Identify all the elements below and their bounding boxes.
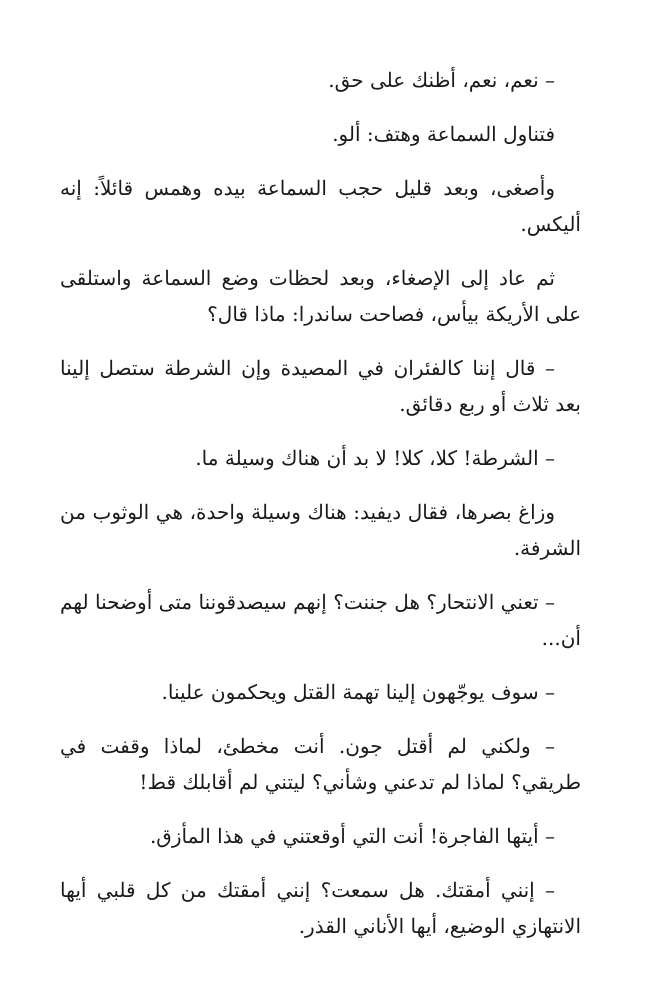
paragraph-11: – أيتها الفاجرة! أنت التي أوقعتني في هذا المأزق. xyxy=(149,824,555,848)
paragraph-2: فتناول السماعة وهتف: ألو. xyxy=(332,122,555,146)
paragraph-6: – الشرطة! كلا، كلا! لا بد أن هناك وسيلة ما. xyxy=(195,446,555,470)
paragraph-5: – قال إننا كالفئران في المصيدة وإن الشرطة ستصل إلينا بعد ثلاث أو ربع دقائق. xyxy=(60,356,581,416)
paragraph-10: – ولكني لم أقتل جون. أنت مخطئ، لماذا وقفت في طريقي؟ لماذا لم تدعني وشأني؟ ليتني لم أقابلك قط! xyxy=(60,734,581,794)
paragraph-3: وأصغى، وبعد قليل حجب السماعة بيده وهمس قائلاً: إنه أليكس. xyxy=(60,176,581,236)
paragraph-1: – نعم، نعم، أظنك على حق. xyxy=(328,68,555,92)
paragraph-7: وزاغ بصرها، فقال ديفيد: هناك وسيلة واحدة، هي الوثوب من الشرفة. xyxy=(60,500,581,560)
paragraph-9: – سوف يوجّهون إلينا تهمة القتل ويحكمون علينا. xyxy=(161,680,555,704)
paragraph-4: ثم عاد إلى الإصغاء، وبعد لحظات وضع السماعة واستلقى على الأريكة بيأس، فصاحت ساندرا: ماذا قال؟ xyxy=(60,266,581,326)
paragraph-12: – إنني أمقتك. هل سمعت؟ إنني أمقتك من كل قلبي أيها الانتهازي الوضيع، أيها الأناني القذر. xyxy=(60,878,581,938)
paragraph-8: – تعني الانتحار؟ هل جننت؟ إنهم سيصدقوننا متى أوضحنا لهم أن... xyxy=(60,590,581,650)
